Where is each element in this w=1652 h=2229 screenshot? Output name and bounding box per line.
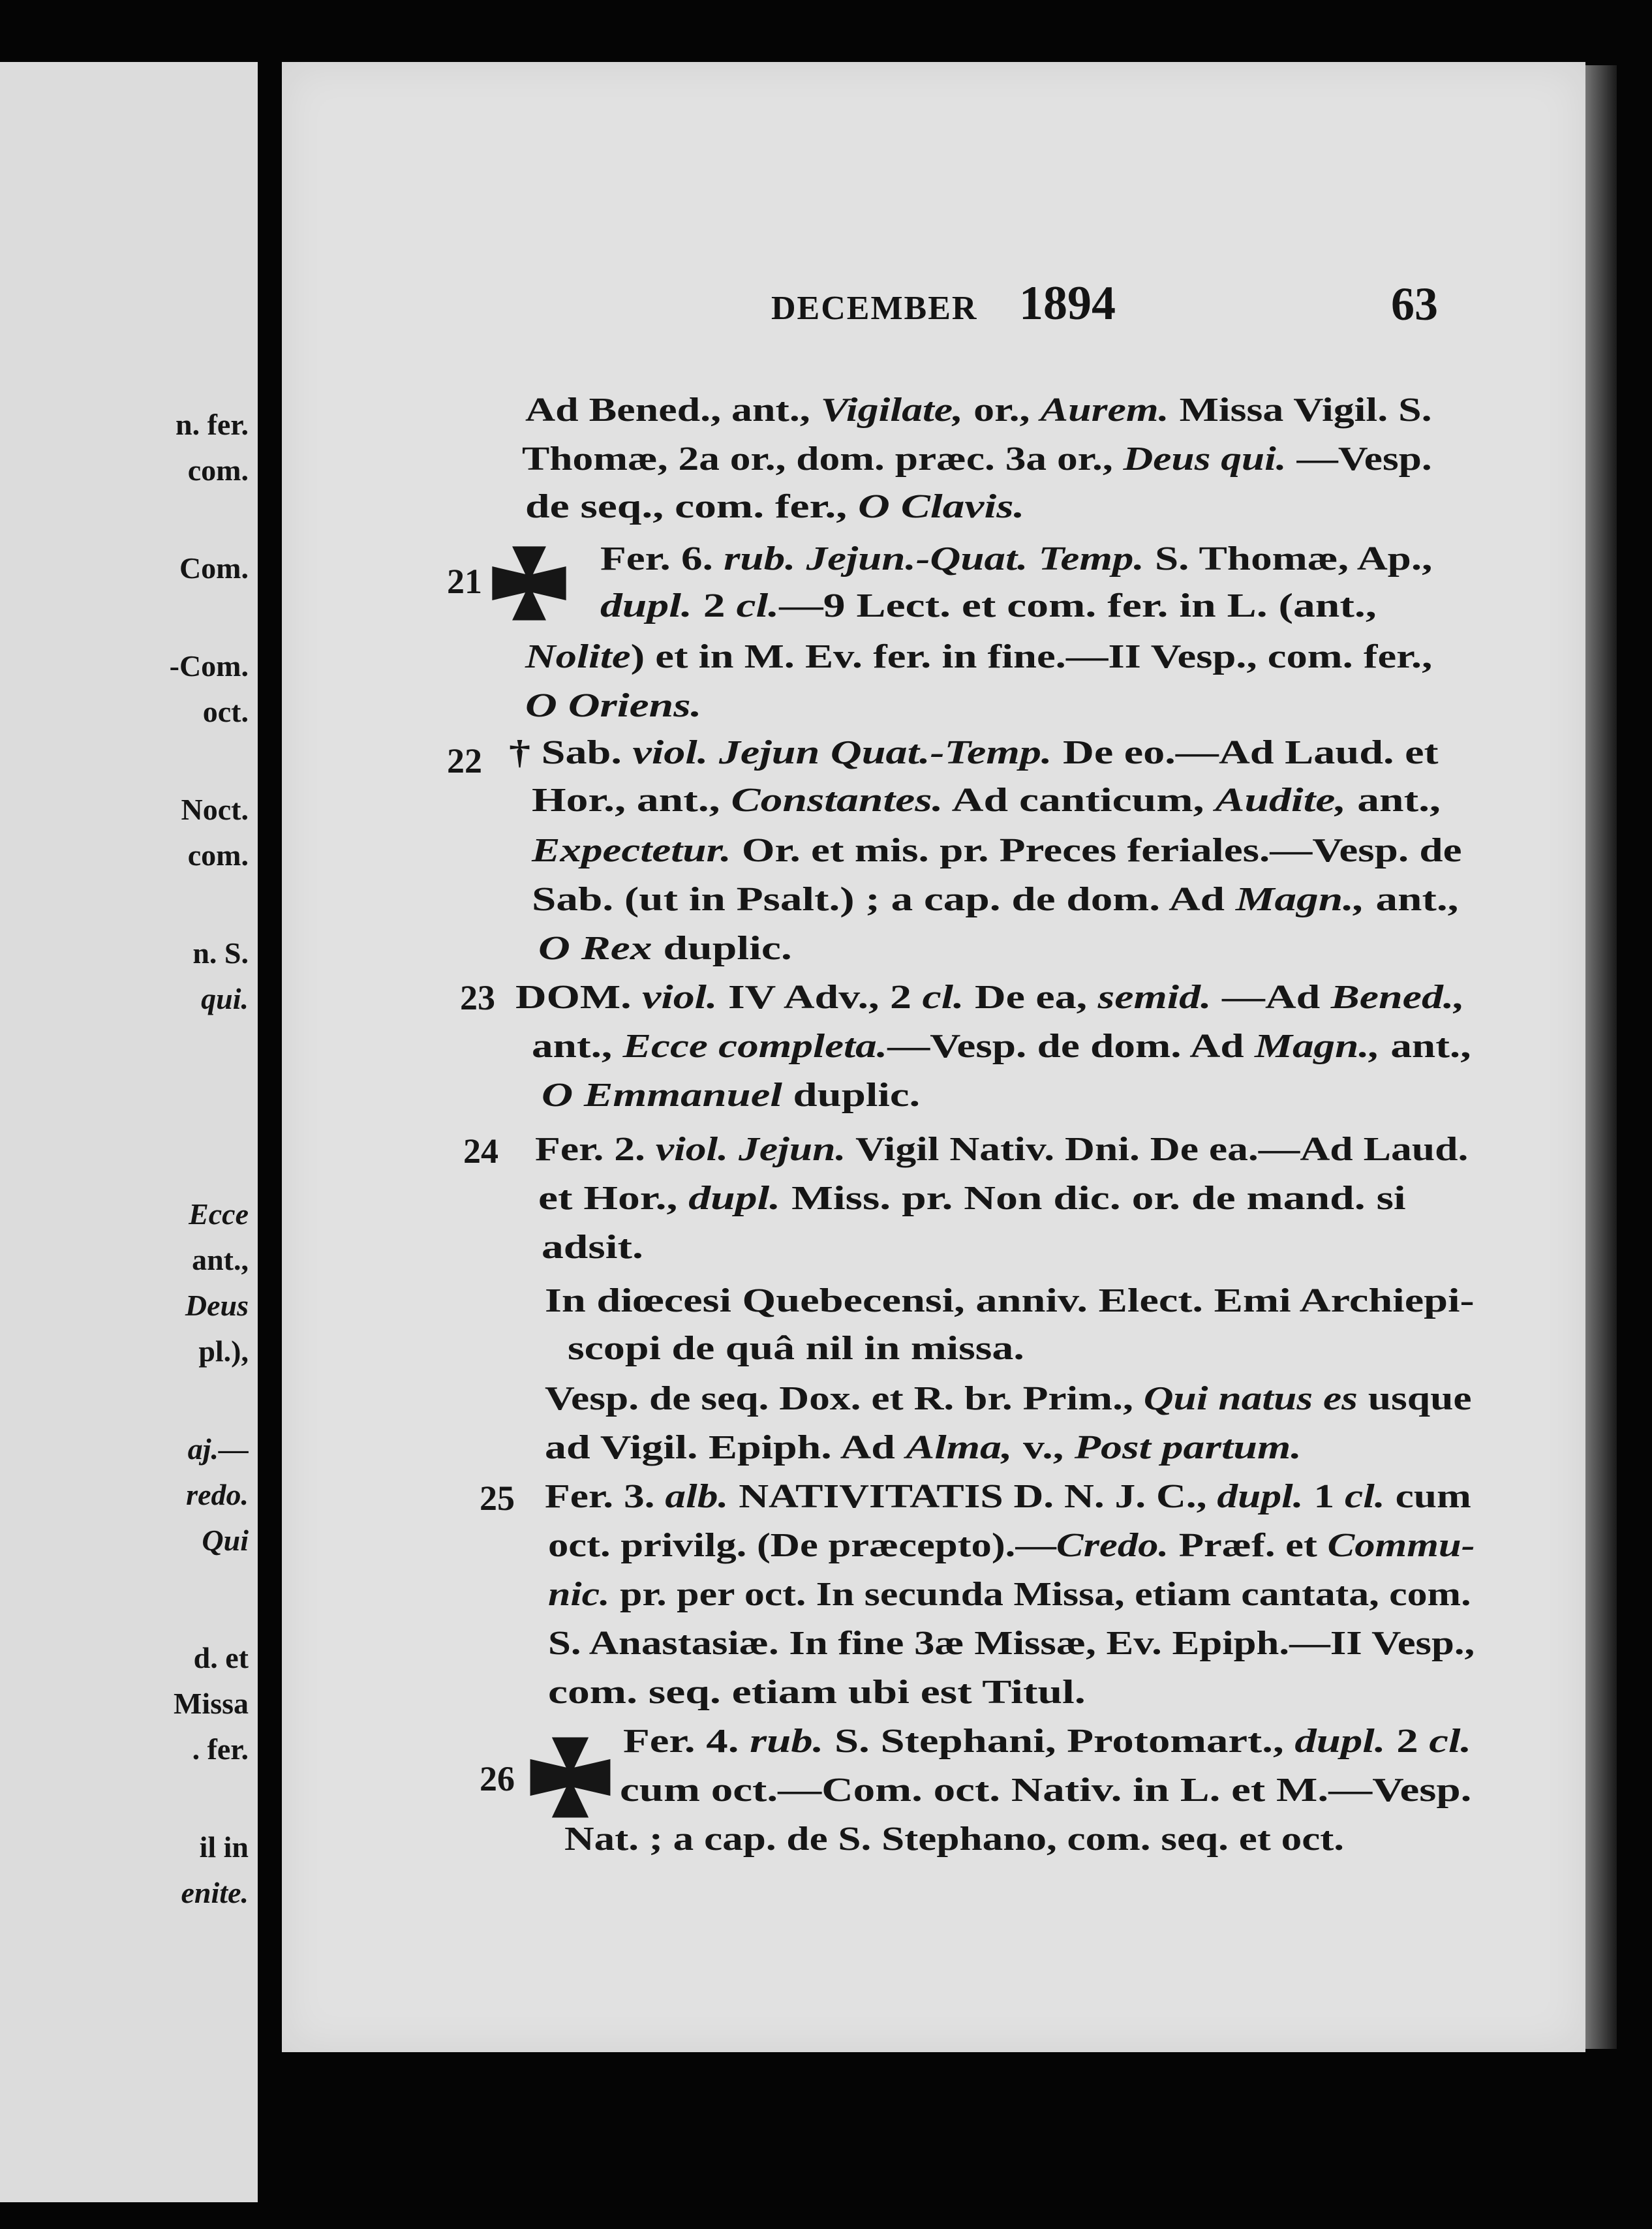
entry-text: Fer. 6. (600, 540, 724, 577)
entry-text: —Ad (1211, 979, 1331, 1016)
entry-line (522, 440, 1432, 478)
entry-line (545, 1478, 1471, 1515)
entry-line (532, 832, 1461, 869)
prev-page-fragment: ant., (192, 1243, 249, 1276)
entry-text: Missa Vigil. S. (1169, 392, 1432, 429)
entry-text: ant., (1346, 782, 1441, 819)
entry-text: O Rex (538, 930, 652, 967)
entry-text: DOM. (515, 979, 643, 1016)
entry-line (525, 392, 1432, 429)
prev-page-fragment: Ecce (189, 1197, 249, 1231)
entry-text: S. Thomæ, Ap., (1144, 540, 1433, 577)
entry-text: dupl. (1217, 1478, 1304, 1515)
header-year: 1894 (1019, 277, 1116, 330)
prev-page-fragment: Deus (185, 1289, 249, 1322)
entry-text: rub. Jejun.-Quat. Temp. (724, 540, 1144, 577)
entry-line (538, 930, 792, 967)
entry-line (509, 734, 1439, 771)
entry-text: dupl. (1294, 1723, 1386, 1760)
entry-text: ) et in M. Ev. fer. in fine.—II Vesp., com. fer., (630, 638, 1433, 675)
entry-text: De ea, (964, 979, 1098, 1016)
prev-page-fragment: oct. (202, 695, 249, 728)
running-header (282, 276, 1585, 328)
entry-text: Nat. ; a cap. de S. Stephano, com. seq. et oct. (564, 1821, 1345, 1858)
entry-text: Vigil Nativ. Dni. De ea.—Ad Laud. (846, 1131, 1469, 1168)
day-number: 24 (463, 1131, 498, 1171)
entry-line (548, 1625, 1475, 1662)
day-number: 23 (460, 978, 495, 1017)
entry-text: dupl. (688, 1180, 781, 1217)
entry-text: Qui natus es (1143, 1380, 1358, 1417)
entry-text: Ad canticum, (943, 782, 1216, 819)
previous-page-edge (0, 62, 258, 2202)
entry-text: O Clavis. (858, 488, 1025, 525)
prev-page-fragment: pl.), (198, 1334, 249, 1368)
prev-page-fragment: aj.— (187, 1432, 249, 1466)
entry-line (545, 1380, 1472, 1417)
prev-page-fragment: com. (187, 453, 249, 487)
entry-text: usque (1357, 1380, 1472, 1417)
entry-text: cl. (1345, 1478, 1385, 1515)
entry-line (535, 1131, 1468, 1168)
entry-text: O Emmanuel (542, 1077, 782, 1114)
entry-text: viol. (642, 979, 718, 1016)
entry-text: NATIVITATIS D. N. J. C., (728, 1478, 1217, 1515)
entry-text: Magn., (1235, 881, 1365, 918)
entry-line (623, 1723, 1471, 1760)
entry-text: viol. Jejun Quat.-Temp. (632, 734, 1052, 771)
entry-line (548, 1674, 1086, 1711)
day-number: 25 (480, 1479, 515, 1518)
entry-text: semid. (1097, 979, 1212, 1016)
entry-text: com. seq. etiam ubi est Titul. (548, 1674, 1086, 1711)
entry-text: cl. (736, 587, 780, 624)
entry-text: cum oct.—Com. oct. Nativ. in L. et M.—Vesp. (620, 1772, 1472, 1809)
entry-line (525, 488, 1024, 525)
prev-page-fragment: enite. (181, 1876, 249, 1909)
entry-text: et Hor., (538, 1180, 689, 1217)
entry-text: Or. et mis. pr. Preces feriales.—Vesp. de (731, 832, 1462, 869)
entry-text: Constantes. (731, 782, 943, 819)
entry-text: oct. privilg. (De præcepto).— (548, 1527, 1056, 1564)
entry-text: alb. (665, 1478, 729, 1515)
entry-text: Vesp. de seq. Dox. et R. br. Prim., (545, 1380, 1144, 1417)
entry-text: cl. (1429, 1723, 1472, 1760)
entry-text: pr. per oct. In secunda Missa, etiam cantata, com. (609, 1576, 1471, 1613)
prev-page-fragment: qui. (201, 982, 249, 1015)
entry-line (525, 638, 1432, 675)
entry-line (545, 1429, 1302, 1466)
entry-line (620, 1772, 1471, 1809)
entry-text: 2 (1385, 1723, 1430, 1760)
maltese-cross-icon (491, 545, 568, 622)
day-number: 22 (447, 741, 482, 780)
header-month: DECEMBER (771, 290, 978, 327)
entry-text: Expectetur. (532, 832, 731, 869)
prev-page-fragment: Qui (202, 1524, 249, 1557)
prev-page-fragment: -Com. (169, 649, 249, 683)
entry-line (548, 1576, 1471, 1613)
entry-line (515, 979, 1465, 1016)
entry-text: dupl. (600, 587, 692, 624)
entry-line (600, 587, 1377, 624)
entry-text: Hor., ant., (532, 782, 731, 819)
entry-text: ad Vigil. Epiph. Ad (545, 1429, 906, 1466)
entry-text: cum (1384, 1478, 1471, 1515)
entry-text: Fer. 2. (535, 1131, 656, 1168)
entry-text: cl. (922, 979, 964, 1016)
entry-text: ant., (1380, 1028, 1471, 1065)
entry-text: Fer. 4. (623, 1723, 750, 1760)
entry-text: Vigilate, (820, 392, 964, 429)
entry-text: Credo. (1056, 1527, 1169, 1564)
entry-text: 1 (1303, 1478, 1345, 1515)
entry-text: In diœcesi Quebecensi, anniv. Elect. Emi Archiepi- (545, 1282, 1475, 1319)
entry-text: Sab. (ut in Psalt.) ; a cap. de dom. Ad (532, 881, 1236, 918)
entry-line (564, 1821, 1344, 1858)
entry-text: Ad Bened., ant., (525, 392, 821, 429)
prev-page-fragment: redo. (186, 1478, 249, 1511)
page-number: 63 (1391, 278, 1438, 330)
entry-text: 2 (692, 587, 737, 624)
entry-text: ant., (1364, 881, 1459, 918)
prev-page-fragment: Noct. (181, 793, 249, 826)
entry-text: † Sab. (509, 734, 633, 771)
day-number: 21 (447, 562, 482, 601)
entry-line (545, 1282, 1475, 1319)
entry-line (542, 1229, 643, 1266)
entry-text: Post partum. (1074, 1429, 1302, 1466)
entry-text: Deus qui. (1123, 440, 1287, 478)
entry-line (525, 687, 701, 724)
entry-text: Bened., (1330, 979, 1465, 1016)
entry-text: Fer. 3. (545, 1478, 665, 1515)
entry-text: adsit. (542, 1229, 643, 1266)
entry-text: S. Stephani, Protomart., (823, 1723, 1295, 1760)
entry-text: Audite, (1215, 782, 1347, 819)
entry-text: Miss. pr. Non dic. or. de mand. si (780, 1180, 1406, 1217)
entry-text: Ecce completa. (622, 1028, 888, 1065)
prev-page-fragment: Missa (174, 1687, 249, 1720)
entry-text: Præf. et (1169, 1527, 1328, 1564)
entry-text: nic. (548, 1576, 610, 1613)
entry-text: Magn., (1254, 1028, 1381, 1065)
entry-text: v., (1012, 1429, 1075, 1466)
entry-text: scopi de quâ nil in missa. (568, 1330, 1024, 1367)
calendar-page (282, 62, 1585, 2052)
entry-line (542, 1077, 920, 1114)
entry-text: —Vesp. de dom. Ad (887, 1028, 1255, 1065)
entry-text: duplic. (782, 1077, 921, 1114)
prev-page-fragment: com. (187, 838, 249, 872)
entry-text: or., (963, 392, 1041, 429)
entry-text: —9 Lect. et com. fer. in L. (ant., (779, 587, 1377, 624)
entry-line (532, 881, 1458, 918)
entry-line (532, 1028, 1471, 1065)
day-number: 26 (480, 1759, 515, 1798)
entry-line (532, 782, 1441, 819)
prev-page-fragment: n. S. (192, 936, 249, 970)
entry-text: Alma, (906, 1429, 1013, 1466)
entry-text: ant., (532, 1028, 623, 1065)
entry-text: Commu- (1327, 1527, 1475, 1564)
prev-page-fragment: d. et (193, 1641, 249, 1674)
entry-text: S. Anastasiæ. In fine 3æ Missæ, Ev. Epiph.—II Vesp., (548, 1625, 1475, 1662)
entry-text: IV Adv., 2 (717, 979, 923, 1016)
maltese-cross-icon (528, 1736, 612, 1819)
entry-text: Thomæ, 2a or., dom. præc. 3a or., (522, 440, 1124, 478)
entry-line (568, 1330, 1024, 1367)
prev-page-fragment: n. fer. (175, 408, 249, 441)
entry-line (600, 540, 1432, 577)
entry-text: viol. Jejun. (655, 1131, 846, 1168)
prev-page-fragment: . fer. (192, 1732, 249, 1766)
prev-page-fragment: il in (199, 1830, 249, 1864)
entry-text: —Vesp. (1286, 440, 1432, 478)
entry-text: rub. (750, 1723, 824, 1760)
entry-text: Aurem. (1040, 392, 1169, 429)
entry-line (538, 1180, 1406, 1217)
entry-text: de seq., com. fer., (525, 488, 859, 525)
prev-page-fragment: Com. (179, 551, 249, 585)
entry-text: O Oriens. (525, 687, 702, 724)
entry-text: duplic. (652, 930, 792, 967)
entry-line (548, 1527, 1475, 1564)
entry-text: Nolite (525, 638, 631, 675)
entry-text: De eo.—Ad Laud. et (1052, 734, 1439, 771)
